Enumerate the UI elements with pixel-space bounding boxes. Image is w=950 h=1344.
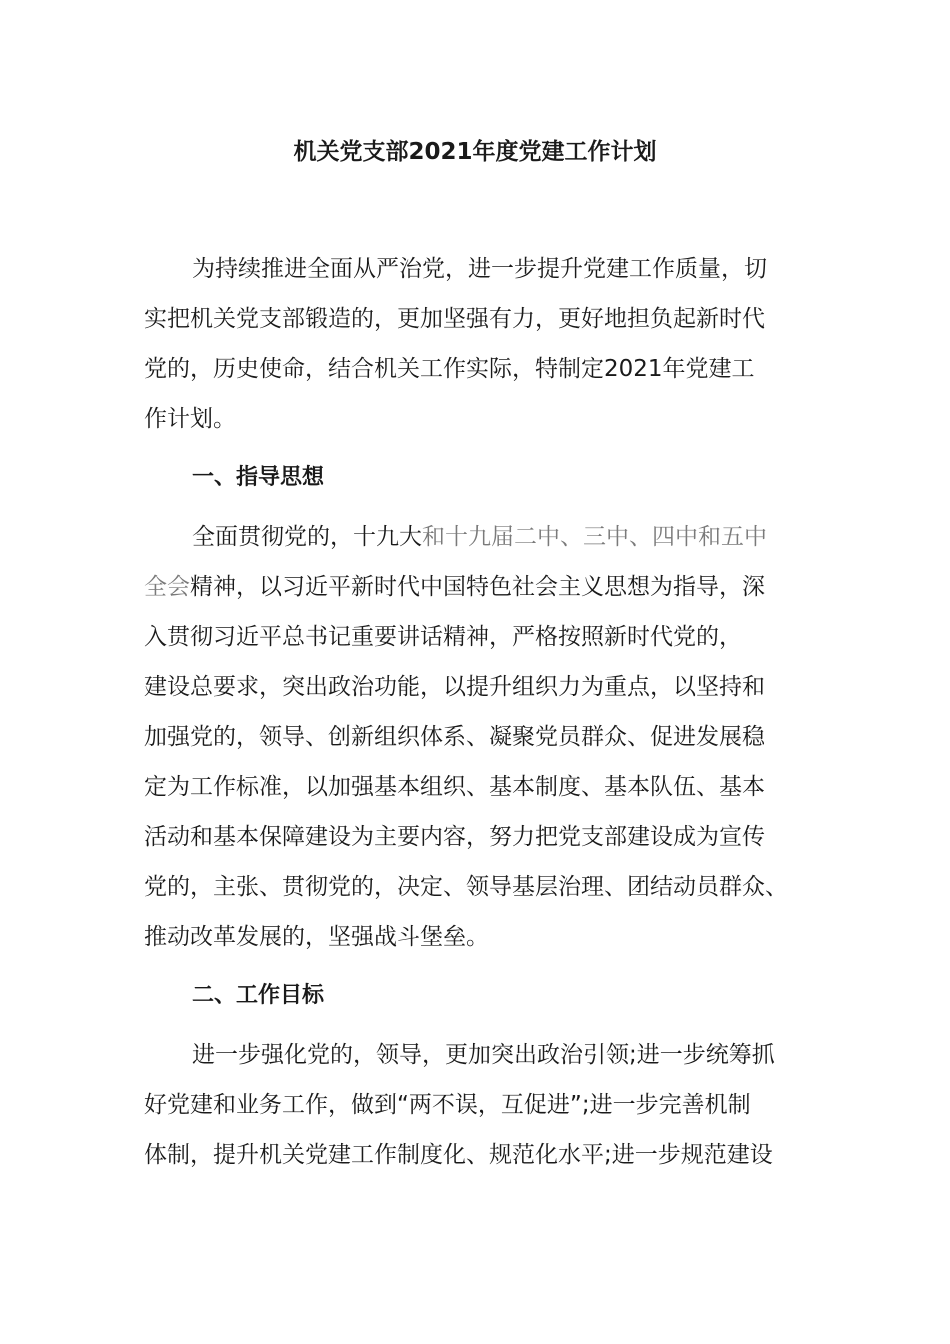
text-run: 精神，以习近平新时代中国特色社会主义思想为指导，深 [190,574,765,600]
light-text-run: 和十九届二中、三中、四中和五中 [422,524,767,550]
paragraph-line: 为持续推进全面从严治党，进一步提升党建工作质量，切 [192,256,767,282]
section-heading-guiding-thought: 一、指导思想 [192,465,325,490]
paragraph-line: 定为工作标准，以加强基本组织、基本制度、基本队伍、基本 [144,774,765,800]
paragraph-line: 推动改革发展的，坚强战斗堡垒。 [144,924,489,950]
paragraph-line: 体制，提升机关党建工作制度化、规范化水平;进一步规范建设 [144,1142,773,1168]
paragraph-line: 入贯彻习近平总书记重要讲话精神，严格按照新时代党的， [144,624,742,650]
paragraph-line: 作计划。 [144,406,236,432]
work-goals-paragraph [144,1030,806,1180]
paragraph-line: 好党建和业务工作，做到“两不误，互促进”;进一步完善机制 [144,1092,751,1118]
paragraph-line: 加强党的，领导、创新组织体系、凝聚党员群众、促进发展稳 [144,724,765,750]
section-heading-work-goals: 二、工作目标 [192,983,325,1008]
paragraph-line [144,512,806,562]
paragraph-line: 活动和基本保障建设为主要内容，努力把党支部建设成为宣传 [144,824,765,850]
paragraph-line [144,562,806,612]
text-run: 全面贯彻党的，十九大 [192,524,422,550]
document-title: 机关党支部2021年度党建工作计划 [293,139,657,165]
intro-paragraph [144,244,806,444]
paragraph-line: 进一步强化党的，领导，更加突出政治引领;进一步统筹抓 [192,1042,775,1068]
light-text-run: 全会 [144,574,190,600]
paragraph-line: 党的，历史使命，结合机关工作实际，特制定2021年党建工 [144,356,755,382]
paragraph-line: 党的，主张、贯彻党的，决定、领导基层治理、团结动员群众、 [144,874,788,900]
guiding-thought-paragraph [144,512,806,962]
paragraph-line: 实把机关党支部锻造的，更加坚强有力，更好地担负起新时代 [144,306,765,332]
paragraph-line: 建设总要求，突出政治功能，以提升组织力为重点，以坚持和 [144,674,765,700]
